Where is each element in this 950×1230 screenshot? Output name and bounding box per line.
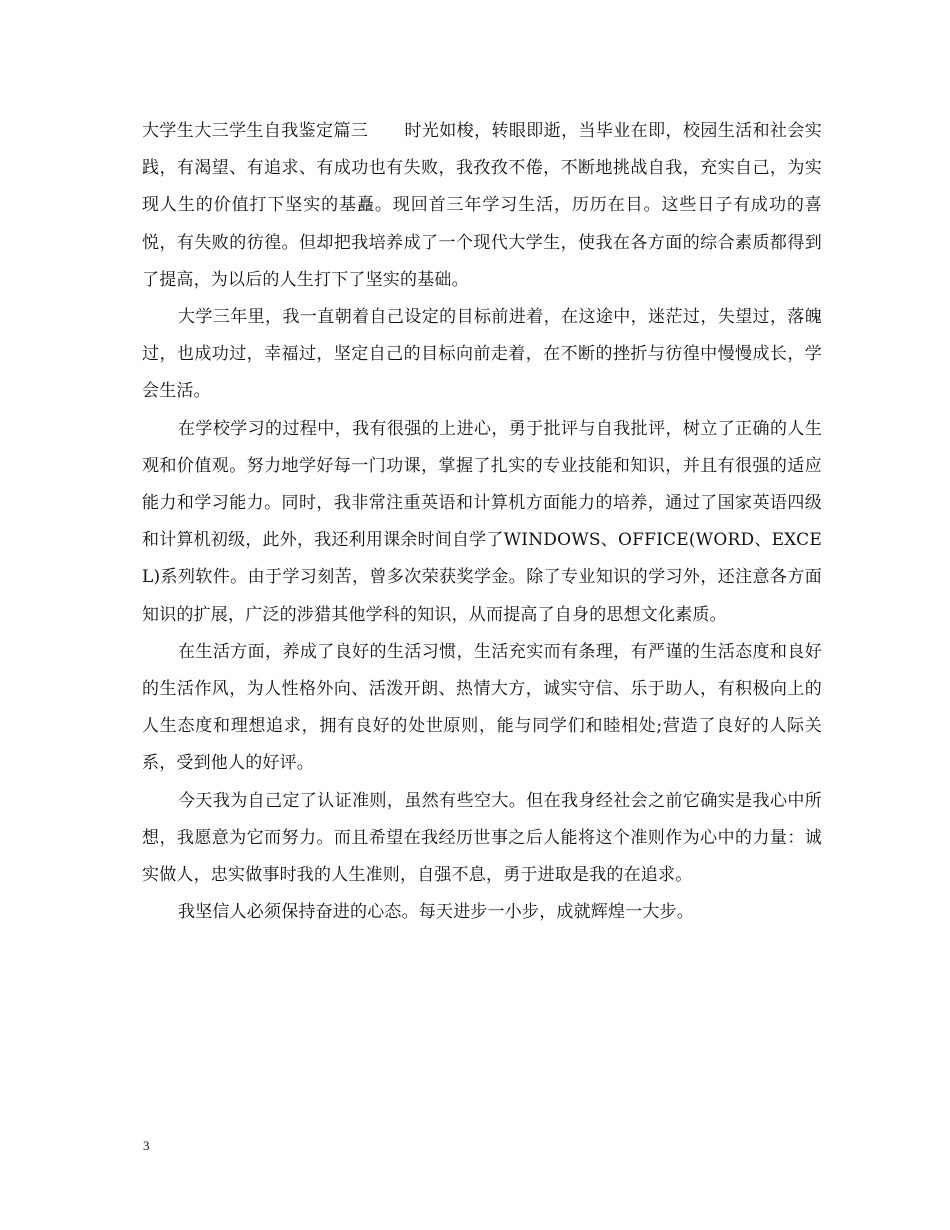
paragraph-intro-text: 时光如梭，转眼即逝，当毕业在即，校园生活和社会实践，有渴望、有追求、有成功也有失败，我孜孜不倦，不断地挑战自我，充实自己，为实现人生的价值打下坚实的基矗。现回首三年学习生活，历历在目。这些日子有成功的喜悦，有失败的彷徨。但却把我培养成了一个现代大学生，使我在各方面的综合素质都得到了提高，为以后的人生打下了坚实的基础。 — [142, 121, 822, 290]
paragraph: 大学三年里，我一直朝着自己设定的目标前进着，在这途中，迷茫过，失望过，落魄过，也成功过，幸福过，坚定自己的目标向前走着，在不断的挫折与彷徨中慢慢成长，学会生活。 — [142, 307, 822, 402]
paragraph: 今天我为自己定了认证准则，虽然有些空大。但在我身经社会之前它确实是我心中所想，我愿意为它而努力。而且希望在我经历世事之后人能将这个准则作为心中的力量：诚实做人，忠实做事时我的人生准则，自强不息，勇于进取是我的在追求。 — [142, 790, 822, 886]
paragraph: 在学校学习的过程中，我有很强的上进心，勇于批评与自我批评，树立了正确的人生观和价值观。努力地学好每一门功课，掌握了扎实的专业技能和知识，并且有很强的适应能力和学习能力。同时，我非常注重英语和计算机方面能力的培养，通过了国家英语四级和计算机初级，此外，我还利用课余时间自学了WINDOWS、OFFICE(WORD、EXCEL)系列软件。由于学习刻苦，曾多次荣获奖学金。除了专业知识的学习外，还注意各方面知识的扩展，广泛的涉猎其他学科的知识，从而提高了自身的思想文化素质。 — [142, 418, 822, 625]
paragraph: 我坚信人必须保持奋进的心态。每天进步一小步，成就辉煌一大步。 — [178, 902, 694, 923]
paragraph-intro — [142, 113, 822, 299]
document-title: 大学生大三学生自我鉴定篇三 — [142, 121, 369, 141]
page-number: 3 — [143, 1138, 150, 1153]
document-body — [142, 113, 822, 931]
paragraph: 在生活方面，养成了良好的生活习惯，生活充实而有条理，有严谨的生活态度和良好的生活作风，为人性格外向、活泼开朗、热情大方，诚实守信、乐于助人，有积极向上的人生态度和理想追求，拥有良好的处世原则，能与同学们和睦相处;营造了良好的人际关系，受到他人的好评。 — [142, 641, 822, 774]
